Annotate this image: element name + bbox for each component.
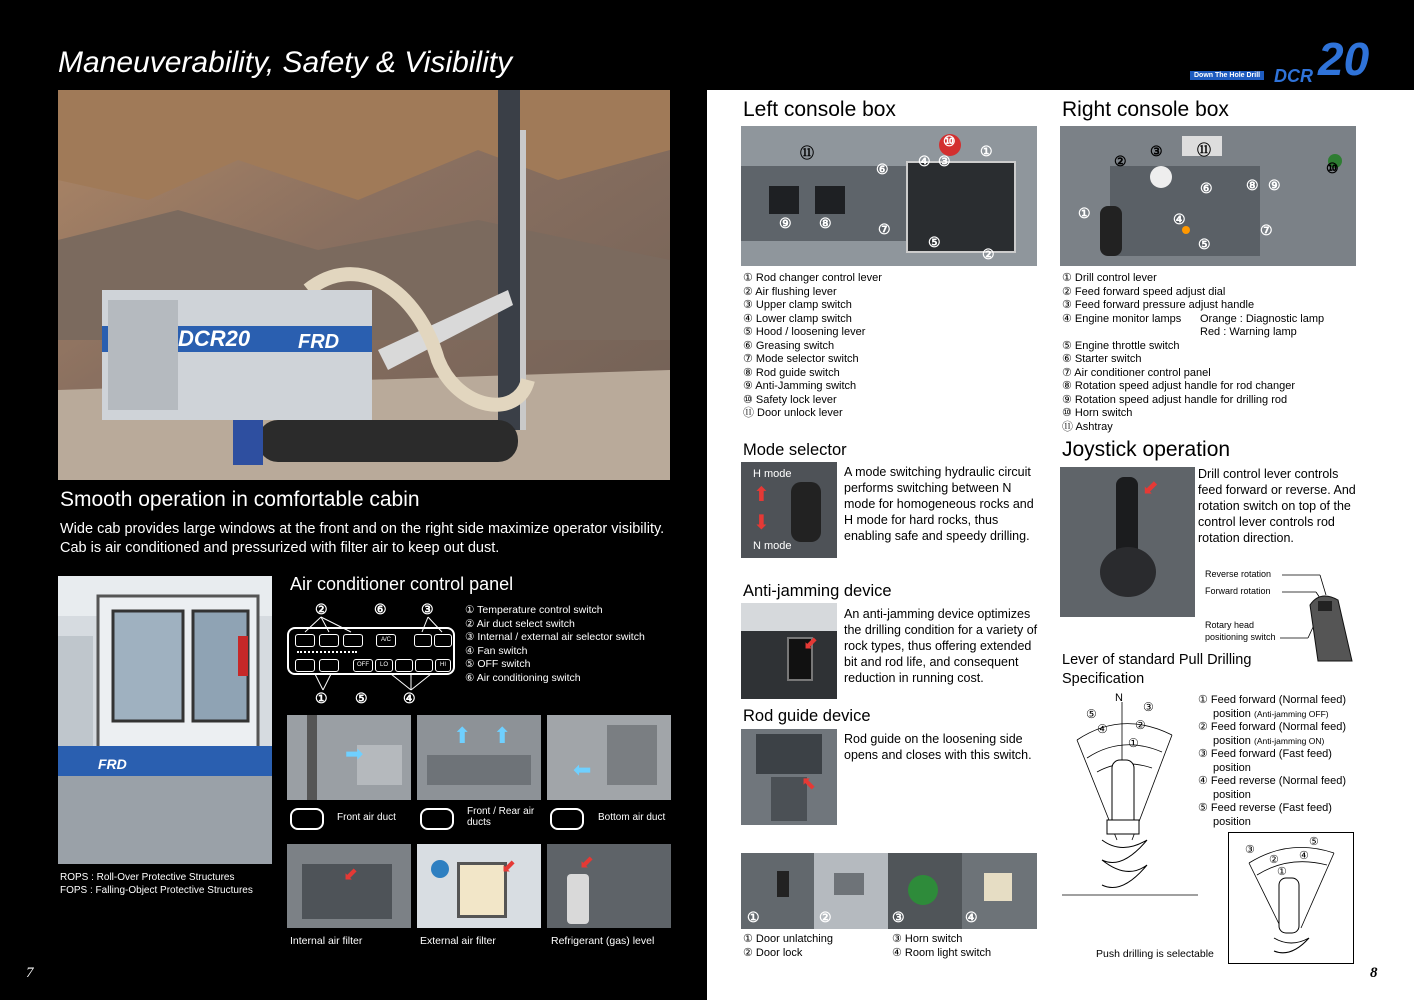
ac-callout-4: ④ bbox=[403, 690, 416, 706]
rc-item: ④ Engine monitor lamps Orange : Diagnostic lamp bbox=[1062, 312, 1325, 325]
filter-caption: Refrigerant (gas) level bbox=[551, 935, 655, 947]
dcr20-logo bbox=[1190, 33, 1380, 88]
ac-callout-1: ① bbox=[315, 690, 328, 706]
joystick-photo: ⬋ bbox=[1060, 467, 1195, 617]
diagram-label: ① bbox=[1128, 736, 1139, 750]
lc-num: ⑪ bbox=[800, 145, 814, 161]
door-num: ① bbox=[747, 909, 760, 925]
ac-callout-lines bbox=[287, 612, 457, 692]
rc-num: ⑤ bbox=[1198, 236, 1211, 252]
front-air-duct-photo: ➡ bbox=[287, 715, 411, 800]
door-caption: ④ Room light switch bbox=[892, 946, 992, 959]
lc-item: ④ Lower clamp switch bbox=[743, 312, 852, 325]
rotary-head-label: Rotary head bbox=[1205, 620, 1255, 630]
lc-num: ⑨ bbox=[779, 215, 792, 231]
rc-item-lamp-red: Red : Warning lamp bbox=[1200, 326, 1297, 338]
ac-button-label: A/C bbox=[376, 634, 396, 647]
page-number-right: 8 bbox=[1370, 965, 1378, 981]
cabin-photo bbox=[58, 576, 272, 864]
door-num: ② bbox=[819, 909, 832, 925]
internal-air-filter-photo: ⬋ bbox=[287, 844, 411, 928]
door-num: ④ bbox=[965, 909, 978, 925]
rc-num: ③ bbox=[1150, 143, 1163, 159]
ac-item: ④ Fan switch bbox=[465, 644, 528, 657]
ac-callout-5: ⑤ bbox=[355, 690, 368, 706]
pull-drilling-title-2: Specification bbox=[1062, 671, 1145, 687]
push-drilling-note: Push drilling is selectable bbox=[1096, 948, 1214, 960]
mode-selector-text: A mode switching hydraulic circuit performs switching between N mode for homogeneous rocks and H mode for hard rocks, thus enabling safe and speedy drilling. bbox=[844, 465, 1034, 544]
front-air-duct-icon bbox=[290, 808, 324, 830]
rc-item: ③ Feed forward pressure adjust handle bbox=[1062, 299, 1255, 311]
rc-item: ② Feed forward speed adjust dial bbox=[1062, 285, 1226, 298]
pd-item: ④ Feed reverse (Normal feed) bbox=[1198, 775, 1347, 787]
rc-item: ⑦ Air conditioner control panel bbox=[1062, 366, 1211, 379]
anti-jamming-photo: ⬋ bbox=[741, 603, 837, 699]
door-caption: ① Door unlatching bbox=[743, 933, 833, 945]
rc-item: ⑪ Ashtray bbox=[1062, 420, 1113, 433]
push-label: ③ bbox=[1245, 844, 1255, 856]
push-label: ② bbox=[1269, 854, 1279, 866]
pd-item-sub: position bbox=[1213, 761, 1251, 774]
ac-item: ① Temperature control switch bbox=[465, 604, 603, 616]
right-console-title: Right console box bbox=[1062, 98, 1229, 121]
lc-item: ③ Upper clamp switch bbox=[743, 299, 852, 311]
off-button-label: OFF bbox=[353, 659, 373, 672]
page-number-left: 7 bbox=[26, 965, 34, 981]
door-caption: ③ Horn switch bbox=[892, 933, 963, 945]
lamp-orange: Orange : Diagnostic lamp bbox=[1200, 312, 1325, 325]
ac-callout-6: ⑥ bbox=[374, 601, 387, 617]
rc-num: ⑩ bbox=[1326, 160, 1339, 176]
svg-text:DCR20: DCR20 bbox=[178, 326, 251, 351]
diagram-label: ④ bbox=[1097, 722, 1108, 736]
ac-item: ② Air duct select switch bbox=[465, 617, 575, 630]
lc-num: ④ bbox=[918, 153, 931, 169]
duct-caption: Bottom air duct bbox=[598, 812, 666, 823]
door-captions-left bbox=[743, 933, 833, 960]
fops-text: FOPS : Falling-Object Protective Structures bbox=[60, 885, 253, 896]
lc-num: ① bbox=[980, 143, 993, 159]
mode-selector-photo: ⬆ ⬇ H mode N mode bbox=[741, 462, 837, 558]
svg-text:FRD: FRD bbox=[298, 331, 340, 353]
ac-panel-list bbox=[465, 604, 645, 685]
rc-num: ⑦ bbox=[1260, 222, 1273, 238]
rops-text: ROPS : Roll-Over Protective Structures bbox=[60, 872, 235, 883]
forward-rotation-label: Forward rotation bbox=[1205, 586, 1271, 596]
pull-drilling-title-1: Lever of standard Pull Drilling bbox=[1062, 652, 1252, 668]
ac-panel-title: Air conditioner control panel bbox=[290, 574, 514, 594]
lc-item: ⑪ Door unlock lever bbox=[743, 407, 843, 419]
rc-num: ⑨ bbox=[1268, 177, 1281, 193]
lc-item: ⑩ Safety lock lever bbox=[743, 393, 837, 406]
rc-num: ⑪ bbox=[1197, 142, 1211, 158]
pd-item: ⑤ Feed reverse (Fast feed) bbox=[1198, 802, 1332, 814]
ac-item: ⑥ Air conditioning switch bbox=[465, 671, 581, 684]
rc-num: ⑥ bbox=[1200, 180, 1213, 196]
rc-item: ⑥ Starter switch bbox=[1062, 353, 1142, 365]
front-rear-air-duct-icon bbox=[420, 808, 454, 830]
reverse-rotation-label: Reverse rotation bbox=[1205, 569, 1272, 579]
page-title: Maneuverability, Safety & Visibility bbox=[58, 46, 513, 79]
push-label: ④ bbox=[1299, 850, 1309, 862]
positioning-switch-label: positioning switch bbox=[1205, 632, 1276, 642]
lc-num: ⑩ bbox=[943, 133, 956, 149]
left-console-photo bbox=[741, 126, 1037, 266]
right-console-list bbox=[1062, 272, 1325, 434]
lc-num: ⑥ bbox=[876, 161, 889, 177]
lc-item: ⑤ Hood / loosening lever bbox=[743, 326, 866, 338]
lc-item: ① Rod changer control lever bbox=[743, 272, 882, 284]
door-captions-right bbox=[892, 933, 991, 960]
n-mode-label: N mode bbox=[753, 540, 792, 552]
lc-num: ⑤ bbox=[928, 234, 941, 250]
filter-caption: External air filter bbox=[420, 935, 496, 947]
cabin-section-title: Smooth operation in comfortable cabin bbox=[60, 488, 420, 511]
door-num: ③ bbox=[892, 909, 905, 925]
left-console-title: Left console box bbox=[743, 98, 896, 121]
diagram-label: ② bbox=[1135, 718, 1146, 732]
pd-item-sub: position bbox=[1213, 788, 1251, 801]
lc-num: ② bbox=[982, 246, 995, 262]
ac-item: ⑤ OFF switch bbox=[465, 658, 531, 670]
rc-num: ② bbox=[1114, 153, 1127, 169]
rc-item: ⑤ Engine throttle switch bbox=[1062, 339, 1180, 352]
pd-item-sub: position bbox=[1213, 815, 1251, 828]
front-rear-air-duct-photo: ⬆ ⬆ bbox=[417, 715, 541, 800]
lc-num: ⑦ bbox=[878, 221, 891, 237]
pd-item: ① Feed forward (Normal feed) bbox=[1198, 694, 1347, 706]
duct-caption: Front air duct bbox=[337, 812, 396, 823]
lo-button-label: LO bbox=[375, 659, 393, 672]
lc-item: ② Air flushing lever bbox=[743, 285, 837, 298]
logo-number: 20 bbox=[1318, 33, 1370, 85]
filter-caption: Internal air filter bbox=[290, 935, 363, 947]
rc-item: ① Drill control lever bbox=[1062, 272, 1157, 284]
pull-drilling-list bbox=[1198, 694, 1346, 829]
lever-head-illustration bbox=[1280, 565, 1360, 665]
rc-item: ⑨ Rotation speed adjust handle for drilling rod bbox=[1062, 393, 1288, 406]
door-caption: ② Door lock bbox=[743, 946, 803, 959]
refrigerant-level-photo: ⬋ bbox=[547, 844, 671, 928]
duct-caption: Front / Rear air ducts bbox=[467, 806, 535, 828]
ac-item: ③ Internal / external air selector switch bbox=[465, 631, 645, 643]
joystick-text: Drill control lever controls feed forward or reverse. And rotation switch on top of the control lever controls rod rotation direction. bbox=[1198, 467, 1356, 546]
lc-item: ⑨ Anti-Jamming switch bbox=[743, 380, 857, 392]
lc-num: ③ bbox=[938, 153, 951, 169]
lc-item: ⑥ Greasing switch bbox=[743, 339, 835, 352]
rod-guide-photo: ⬉ bbox=[741, 729, 837, 825]
ac-callout-2: ② bbox=[315, 601, 328, 617]
joystick-title: Joystick operation bbox=[1062, 438, 1231, 461]
svg-text:FRD: FRD bbox=[98, 756, 127, 772]
pd-item-sub: position (Anti-jamming ON) bbox=[1213, 734, 1325, 747]
external-air-filter-photo: ⬋ bbox=[417, 844, 541, 928]
pd-item-sub: position (Anti-jamming OFF) bbox=[1213, 707, 1329, 720]
mode-selector-title: Mode selector bbox=[743, 441, 847, 459]
logo-model: DCR bbox=[1274, 66, 1313, 86]
push-drilling-box bbox=[1228, 832, 1354, 964]
left-console-list bbox=[743, 272, 882, 421]
rc-num: ⑧ bbox=[1246, 177, 1259, 193]
ac-callout-3: ③ bbox=[421, 601, 434, 617]
push-label: ① bbox=[1277, 866, 1287, 878]
anti-jamming-text: An anti-jamming device optimizes the drilling condition for a variety of rock types, thus offering extended bit and rod life, and consequent reduction in running cost. bbox=[844, 607, 1038, 686]
diagram-label-n: N bbox=[1115, 692, 1123, 704]
lc-item: ⑦ Mode selector switch bbox=[743, 353, 859, 365]
diagram-label: ⑤ bbox=[1086, 707, 1097, 721]
cabin-section-text: Wide cab provides large windows at the front and on the right side maximize operator visibility. Cab is air conditioned and pressurized with filter air to keep out dust. bbox=[60, 521, 665, 556]
pull-drilling-lever-diagram bbox=[1062, 690, 1198, 900]
drill-machine-photo bbox=[58, 90, 670, 480]
bottom-air-duct-icon bbox=[550, 808, 584, 830]
rc-item: ⑩ Horn switch bbox=[1062, 407, 1133, 419]
diagram-label: ③ bbox=[1143, 700, 1154, 714]
logo-tagline: Down The Hole Drill bbox=[1190, 71, 1264, 80]
pd-item: ② Feed forward (Normal feed) bbox=[1198, 721, 1347, 733]
bottom-air-duct-photo: ⬅ bbox=[547, 715, 671, 800]
hi-button-label: HI bbox=[435, 659, 451, 672]
rc-num: ④ bbox=[1173, 211, 1186, 227]
rc-num: ① bbox=[1078, 205, 1091, 221]
h-mode-label: H mode bbox=[753, 468, 792, 480]
anti-jamming-title: Anti-jamming device bbox=[743, 582, 892, 600]
push-label: ⑤ bbox=[1309, 836, 1319, 848]
lc-item: ⑧ Rod guide switch bbox=[743, 366, 840, 379]
lc-num: ⑧ bbox=[819, 215, 832, 231]
rod-guide-title: Rod guide device bbox=[743, 707, 871, 725]
pd-item: ③ Feed forward (Fast feed) bbox=[1198, 748, 1332, 760]
rod-guide-text: Rod guide on the loosening side opens and closes with this switch. bbox=[844, 732, 1032, 763]
rc-item: ⑧ Rotation speed adjust handle for rod changer bbox=[1062, 380, 1296, 392]
